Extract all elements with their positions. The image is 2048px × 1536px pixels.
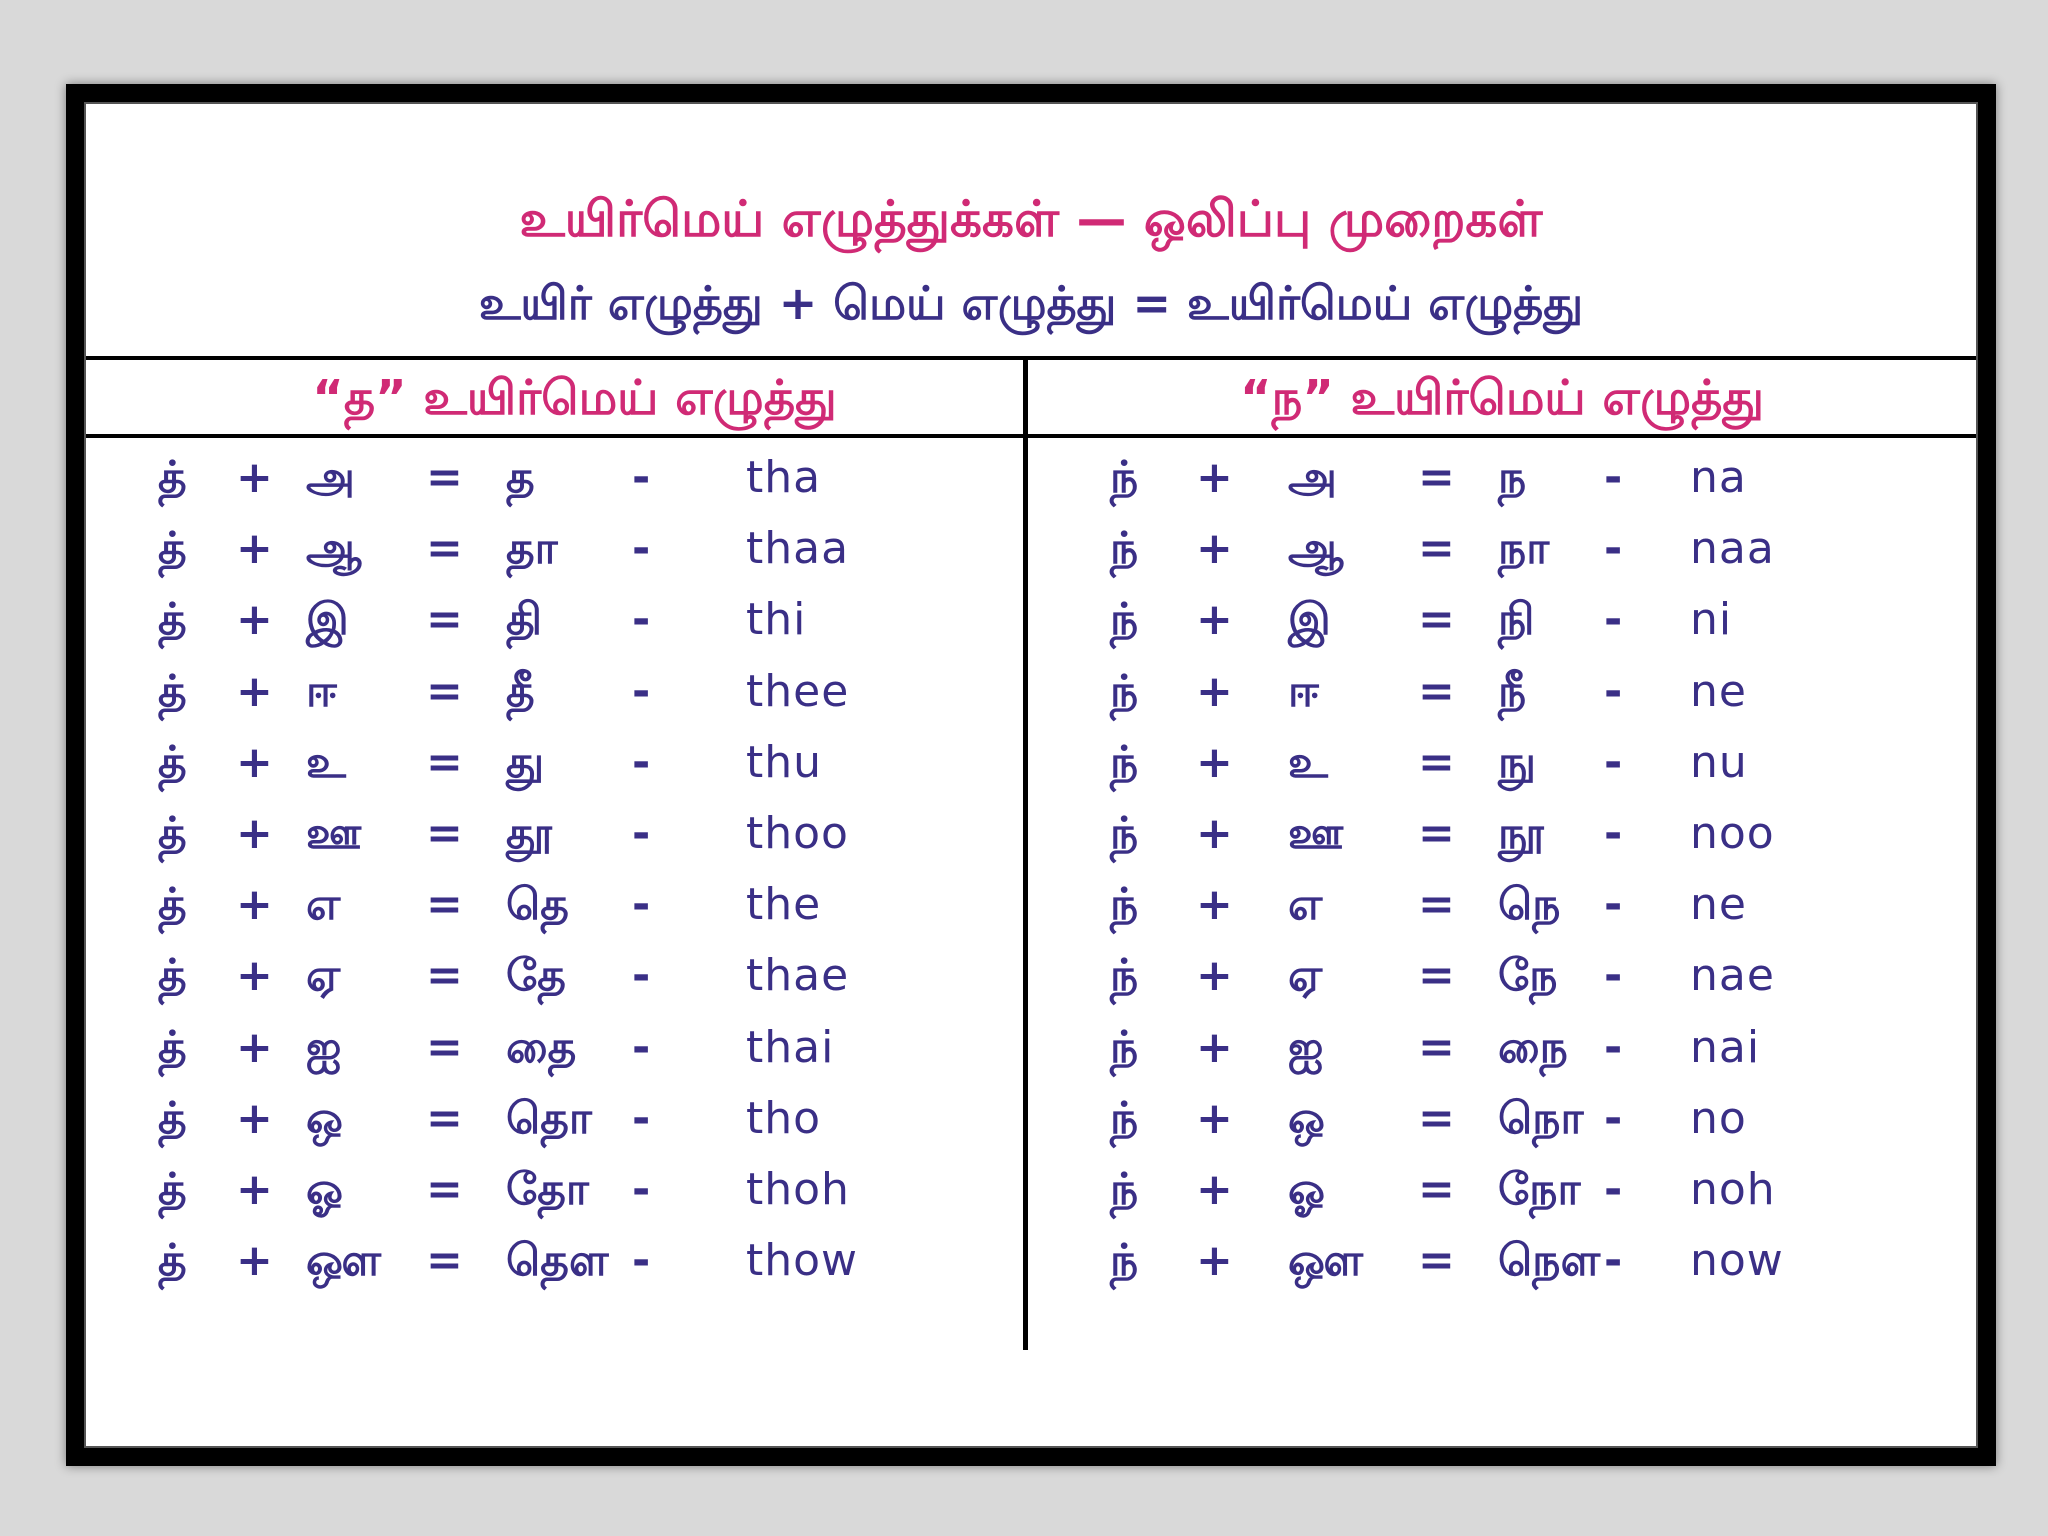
dash-sign: - (1604, 808, 1623, 859)
romanized-cell: noo (1690, 808, 1775, 859)
vowel-cell: அ (1288, 452, 1337, 503)
dash-sign: - (1604, 950, 1623, 1002)
vowel-cell: எ (306, 879, 341, 931)
dash-sign: - (632, 879, 651, 931)
plus-sign: + (1196, 950, 1233, 1002)
result-cell: தி (506, 594, 543, 646)
table-row (1028, 519, 1948, 579)
result-cell: நூ (1498, 808, 1545, 859)
romanized-cell: no (1690, 1092, 1747, 1144)
consonant-cell: த் (158, 808, 187, 859)
plus-sign: + (1196, 594, 1233, 646)
plus-sign: + (1196, 808, 1233, 859)
vowel-cell: இ (1288, 594, 1331, 646)
dash-sign: - (1604, 665, 1623, 717)
consonant-cell: ந் (1110, 523, 1139, 575)
result-cell: தா (506, 523, 558, 575)
plus-sign: + (1196, 1021, 1233, 1073)
equals-sign: = (1418, 594, 1455, 646)
vowel-cell: இ (306, 594, 349, 646)
romanized-cell: tho (746, 1092, 822, 1144)
romanized-cell: nai (1690, 1021, 1761, 1073)
equals-sign: = (426, 1164, 463, 1215)
table-row (86, 1160, 1006, 1220)
table-row (1028, 662, 1948, 722)
equals-sign: = (426, 950, 463, 1002)
plus-sign: + (236, 1092, 273, 1144)
consonant-cell: த் (158, 879, 187, 931)
column-header-tha: “த” உயிர்மெய் எழுத்து (312, 370, 837, 426)
dash-sign: - (1604, 1092, 1623, 1144)
table-row (1028, 1089, 1948, 1149)
table-row (86, 1231, 1006, 1291)
table-row (86, 1018, 1006, 1078)
result-cell: தீ (506, 665, 535, 717)
vowel-cell: ஐ (306, 1021, 342, 1073)
plus-sign: + (236, 736, 273, 788)
consonant-cell: ந் (1110, 665, 1139, 717)
plus-sign: + (1196, 736, 1233, 788)
equals-sign: = (1418, 1021, 1455, 1073)
plus-sign: + (236, 452, 273, 503)
equals-sign: = (426, 1021, 463, 1073)
vowel-cell: ஆ (306, 523, 362, 575)
result-cell: நௌ (1498, 1235, 1601, 1287)
header-bottom-rule (86, 434, 1976, 438)
vowel-cell: ஔ (306, 1235, 382, 1287)
vowel-cell: ஏ (306, 950, 341, 1002)
vowel-cell: அ (306, 452, 355, 503)
plus-sign: + (1196, 1235, 1233, 1287)
result-cell: நோ (1498, 1164, 1581, 1215)
result-cell: ந (1498, 452, 1527, 503)
dash-sign: - (632, 808, 651, 859)
equals-sign: = (1418, 950, 1455, 1002)
dash-sign: - (632, 452, 651, 503)
result-cell: நொ (1498, 1092, 1584, 1144)
equals-sign: = (1418, 1164, 1455, 1215)
romanized-cell: now (1690, 1235, 1784, 1287)
romanized-cell: thow (746, 1235, 859, 1287)
vowel-cell: ஊ (306, 808, 362, 859)
equals-sign: = (1418, 1235, 1455, 1287)
romanized-cell: naa (1690, 523, 1775, 575)
equals-sign: = (1418, 808, 1455, 859)
table-row (86, 590, 1006, 650)
equals-sign: = (426, 452, 463, 503)
equals-sign: = (1418, 665, 1455, 717)
column-header-na: “ந” உயிர்மெய் எழுத்து (1240, 370, 1764, 426)
plus-sign: + (236, 594, 273, 646)
equals-sign: = (1418, 452, 1455, 503)
result-cell: நா (1498, 523, 1550, 575)
dash-sign: - (632, 736, 651, 788)
romanized-cell: thoh (746, 1164, 850, 1215)
consonant-cell: த் (158, 523, 187, 575)
slide-content (84, 102, 1978, 1448)
romanized-cell: thee (746, 665, 850, 717)
plus-sign: + (1196, 665, 1233, 717)
plus-sign: + (236, 1021, 273, 1073)
dash-sign: - (632, 665, 651, 717)
result-cell: த (506, 452, 535, 503)
romanized-cell: ne (1690, 879, 1747, 931)
romanized-cell: thoo (746, 808, 849, 859)
result-cell: தை (506, 1021, 577, 1073)
header-top-rule (86, 356, 1976, 360)
equals-sign: = (426, 879, 463, 931)
consonant-cell: ந் (1110, 808, 1139, 859)
table-row (86, 733, 1006, 793)
dash-sign: - (632, 1092, 651, 1144)
dash-sign: - (632, 1164, 651, 1215)
vowel-cell: ஒ (306, 1092, 343, 1144)
consonant-cell: ந் (1110, 950, 1139, 1002)
dash-sign: - (632, 594, 651, 646)
table-row (86, 946, 1006, 1006)
plus-sign: + (236, 523, 273, 575)
dash-sign: - (1604, 594, 1623, 646)
plus-sign: + (236, 1164, 273, 1215)
equals-sign: = (426, 1092, 463, 1144)
result-cell: நை (1498, 1021, 1568, 1073)
dash-sign: - (1604, 879, 1623, 931)
vowel-cell: ஐ (1288, 1021, 1324, 1073)
consonant-cell: ந் (1110, 1164, 1139, 1215)
plus-sign: + (236, 1235, 273, 1287)
formula-line: உயிர் எழுத்து + மெய் எழுத்து = உயிர்மெய் எழுத்து (478, 276, 1584, 330)
table-row (1028, 448, 1948, 508)
dash-sign: - (1604, 1021, 1623, 1073)
romanized-cell: thaa (746, 523, 850, 575)
equals-sign: = (1418, 1092, 1455, 1144)
consonant-cell: த் (158, 736, 187, 788)
plus-sign: + (1196, 1164, 1233, 1215)
romanized-cell: thai (746, 1021, 835, 1073)
table-row (86, 804, 1006, 864)
vowel-cell: ஈ (1288, 665, 1320, 717)
consonant-cell: ந் (1110, 1235, 1139, 1287)
table-row (1028, 946, 1948, 1006)
dash-sign: - (632, 950, 651, 1002)
vowel-cell: எ (1288, 879, 1323, 931)
consonant-cell: த் (158, 950, 187, 1002)
vowel-cell: ஔ (1288, 1235, 1364, 1287)
plus-sign: + (236, 808, 273, 859)
result-cell: நே (1498, 950, 1558, 1002)
consonant-cell: த் (158, 665, 187, 717)
equals-sign: = (426, 736, 463, 788)
consonant-cell: த் (158, 1235, 187, 1287)
romanized-cell: ne (1690, 665, 1747, 717)
plus-sign: + (1196, 1092, 1233, 1144)
table-row (1028, 875, 1948, 935)
table-row (86, 448, 1006, 508)
equals-sign: = (426, 594, 463, 646)
table-row (86, 875, 1006, 935)
romanized-cell: thae (746, 950, 850, 1002)
plus-sign: + (236, 665, 273, 717)
equals-sign: = (1418, 736, 1455, 788)
result-cell: தே (506, 950, 566, 1002)
vowel-cell: ஈ (306, 665, 338, 717)
result-cell: து (506, 736, 545, 788)
vowel-cell: ஏ (1288, 950, 1323, 1002)
equals-sign: = (426, 523, 463, 575)
plus-sign: + (236, 950, 273, 1002)
consonant-cell: ந் (1110, 594, 1139, 646)
romanized-cell: tha (746, 452, 822, 503)
consonant-cell: த் (158, 1092, 187, 1144)
consonant-cell: ந் (1110, 1021, 1139, 1073)
consonant-cell: த் (158, 594, 187, 646)
plus-sign: + (1196, 523, 1233, 575)
result-cell: தொ (506, 1092, 592, 1144)
consonant-cell: த் (158, 1164, 187, 1215)
table-row (1028, 1018, 1948, 1078)
result-cell: நி (1498, 594, 1535, 646)
table-row (1028, 804, 1948, 864)
equals-sign: = (426, 808, 463, 859)
result-cell: நு (1498, 736, 1537, 788)
romanized-cell: nu (1690, 736, 1748, 788)
consonant-cell: த் (158, 1021, 187, 1073)
dash-sign: - (1604, 523, 1623, 575)
result-cell: தௌ (506, 1235, 609, 1287)
plus-sign: + (1196, 879, 1233, 931)
consonant-cell: ந் (1110, 1092, 1139, 1144)
equals-sign: = (1418, 879, 1455, 931)
consonant-cell: ந் (1110, 879, 1139, 931)
dash-sign: - (1604, 452, 1623, 503)
result-cell: நெ (1498, 879, 1561, 931)
consonant-cell: த் (158, 452, 187, 503)
romanized-cell: thu (746, 736, 823, 788)
table-row (86, 1089, 1006, 1149)
dash-sign: - (1604, 1235, 1623, 1287)
vowel-cell: உ (306, 736, 346, 788)
dash-sign: - (1604, 1164, 1623, 1215)
table-row (86, 662, 1006, 722)
vowel-cell: ஓ (1288, 1164, 1325, 1215)
romanized-cell: thi (746, 594, 807, 646)
table-row (86, 519, 1006, 579)
vowel-cell: ஆ (1288, 523, 1344, 575)
equals-sign: = (426, 1235, 463, 1287)
romanized-cell: the (746, 879, 822, 931)
table-row (1028, 1231, 1948, 1291)
romanized-cell: ni (1690, 594, 1733, 646)
vowel-cell: ஓ (306, 1164, 343, 1215)
result-cell: தெ (506, 879, 569, 931)
vowel-cell: ஊ (1288, 808, 1344, 859)
dash-sign: - (1604, 736, 1623, 788)
equals-sign: = (1418, 523, 1455, 575)
consonant-cell: ந் (1110, 452, 1139, 503)
romanized-cell: na (1690, 452, 1747, 503)
page-title: உயிர்மெய் எழுத்துக்கள் — ஒலிப்பு முறைகள் (519, 190, 1543, 248)
vowel-cell: ஒ (1288, 1092, 1325, 1144)
plus-sign: + (236, 879, 273, 931)
equals-sign: = (426, 665, 463, 717)
result-cell: தூ (506, 808, 553, 859)
vowel-cell: உ (1288, 736, 1328, 788)
table-row (1028, 733, 1948, 793)
plus-sign: + (1196, 452, 1233, 503)
dash-sign: - (632, 523, 651, 575)
result-cell: நீ (1498, 665, 1527, 717)
romanized-cell: noh (1690, 1164, 1776, 1215)
table-row (1028, 590, 1948, 650)
table-row (1028, 1160, 1948, 1220)
consonant-cell: ந் (1110, 736, 1139, 788)
dash-sign: - (632, 1021, 651, 1073)
romanized-cell: nae (1690, 950, 1775, 1002)
dash-sign: - (632, 1235, 651, 1287)
result-cell: தோ (506, 1164, 589, 1215)
slide-frame (66, 84, 1996, 1466)
